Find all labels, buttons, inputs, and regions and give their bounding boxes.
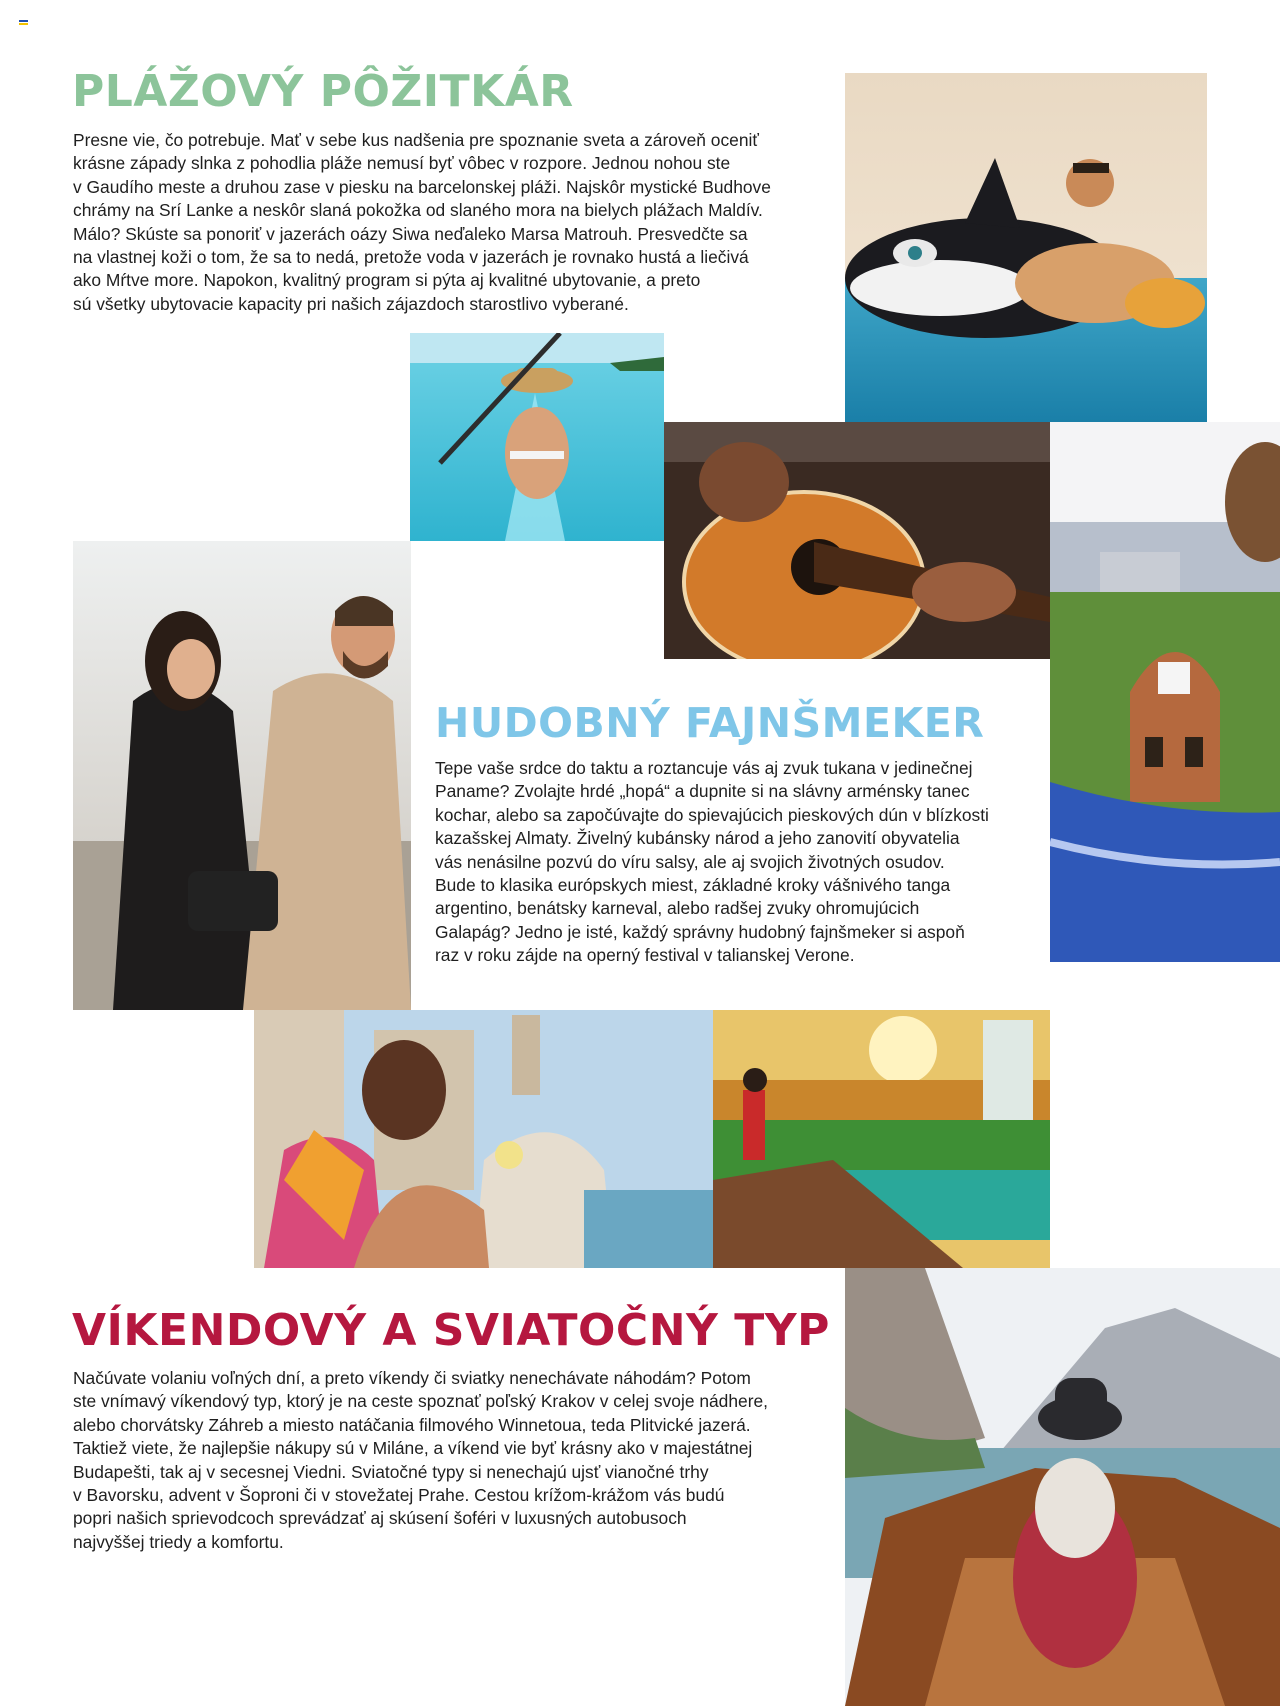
text-line: Budapešti, tak aj v secesnej Viedni. Sviatočné typy si nenechajú ujsť vianočné trhy (73, 1461, 709, 1482)
text-line: Málo? Skúste sa ponoriť v jazerách oázy Siwa neďaleko Marsa Matrouh. Presvedčte sa (73, 223, 748, 244)
text-line: krásne západy slnka z pohodlia pláže nemusí byť vôbec v rozpore. Jednou nohou ste (73, 153, 731, 174)
photo-fountain-gelato (254, 1010, 713, 1268)
text-line: v Gaudího meste a druhou zase v piesku na barcelonskej pláži. Najskôr mystické Budhove (73, 176, 771, 197)
photo-orca-float (845, 73, 1207, 422)
text-line: Galapág? Jedno je isté, každý správny hudobný fajnšmeker si aspoň (435, 921, 965, 942)
text-line: alebo chorvátsky Záhreb a miesto natáčania filmového Winnetoua, teda Plitvické jazerá. (73, 1414, 751, 1435)
text-line: vás nenásilne pozvú do víru salsy, ale aj svojich životných osudov. (435, 851, 945, 872)
photo-park-guell (1050, 422, 1280, 962)
text-line: argentino, benátsky karneval, alebo radšej zvuky ohromujúcich (435, 898, 920, 919)
photo-dancing-couple (73, 541, 411, 1010)
text-line: kazašskej Almaty. Živelný kubánsky národ a jeho zanovití obyvatelia (435, 828, 960, 849)
text-line: sú všetky ubytovacie kapacity pri našich zájazdoch starostlivo vyberané. (73, 293, 629, 314)
beach-section-text (73, 129, 771, 316)
flag-mark (19, 20, 28, 27)
weekend-section-text (73, 1367, 768, 1554)
flag-stripe-blue (19, 20, 28, 22)
text-line: na vlastnej koži o tom, že sa to nedá, pretože voda v jazerách je rovnako hustá a liečivá (73, 247, 749, 268)
music-section-title: HUDOBNÝ FAJNŠMEKER (435, 699, 985, 747)
text-line: Bude to klasika európskych miest, základné kroky vášnivého tanga (435, 875, 951, 896)
photo-kayak (410, 333, 664, 541)
text-line: Presne vie, čo potrebuje. Mať v sebe kus nadšenia pre spoznanie sveta a zároveň oceniť (73, 130, 759, 150)
text-line: najvyššej triedy a komfortu. (73, 1531, 284, 1552)
text-line: Taktiež viete, že najlepšie nákupy sú v Miláne, a víkend vie byť krásny ako v majestátnej (73, 1438, 753, 1459)
text-line: Paname? Zvolajte hrdé „hopá“ a dupnite si na slávny arménsky tanec (435, 781, 970, 802)
photo-guitar (664, 422, 1050, 659)
text-line: v Bavorsku, advent v Šoproni či v stovežatej Prahe. Cestou krížom-krážom vás budú (73, 1485, 725, 1506)
text-line: ako Mŕtve more. Napokon, kvalitný program si pýta aj kvalitné ubytovanie, a preto (73, 270, 701, 291)
text-line: chrámy na Srí Lanke a neskôr slaná pokožka od slaného mora na bielych plážach Maldív. (73, 200, 763, 221)
text-line: Tepe vaše srdce do taktu a roztancuje vás aj zvuk tukana v jedinečnej (435, 758, 973, 778)
photo-plitvice-lakes (713, 1010, 1050, 1268)
weekend-section-title: VÍKENDOVÝ A SVIATOČNÝ TYP (72, 1305, 830, 1356)
text-line: Načúvate volaniu voľných dní, a preto víkendy či sviatky nenechávate náhodám? Potom (73, 1368, 751, 1388)
text-line: popri našich sprievodcoch sprevádzať aj skúsení šoféri v luxusných autobusoch (73, 1508, 687, 1529)
photo-boat-lake (845, 1268, 1280, 1706)
text-line: raz v roku zájde na operný festival v talianskej Verone. (435, 945, 855, 966)
music-section-text (435, 757, 989, 968)
flag-stripe-yellow (19, 23, 28, 25)
beach-section-title: PLÁŽOVÝ PÔŽITKÁR (72, 66, 574, 117)
text-line: kochar, alebo sa započúvajte do spievajúcich pieskových dún v blízkosti (435, 804, 989, 825)
text-line: ste vnímavý víkendový typ, ktorý je na ceste spoznať poľský Krakov v celej svoje nádhere, (73, 1391, 768, 1412)
